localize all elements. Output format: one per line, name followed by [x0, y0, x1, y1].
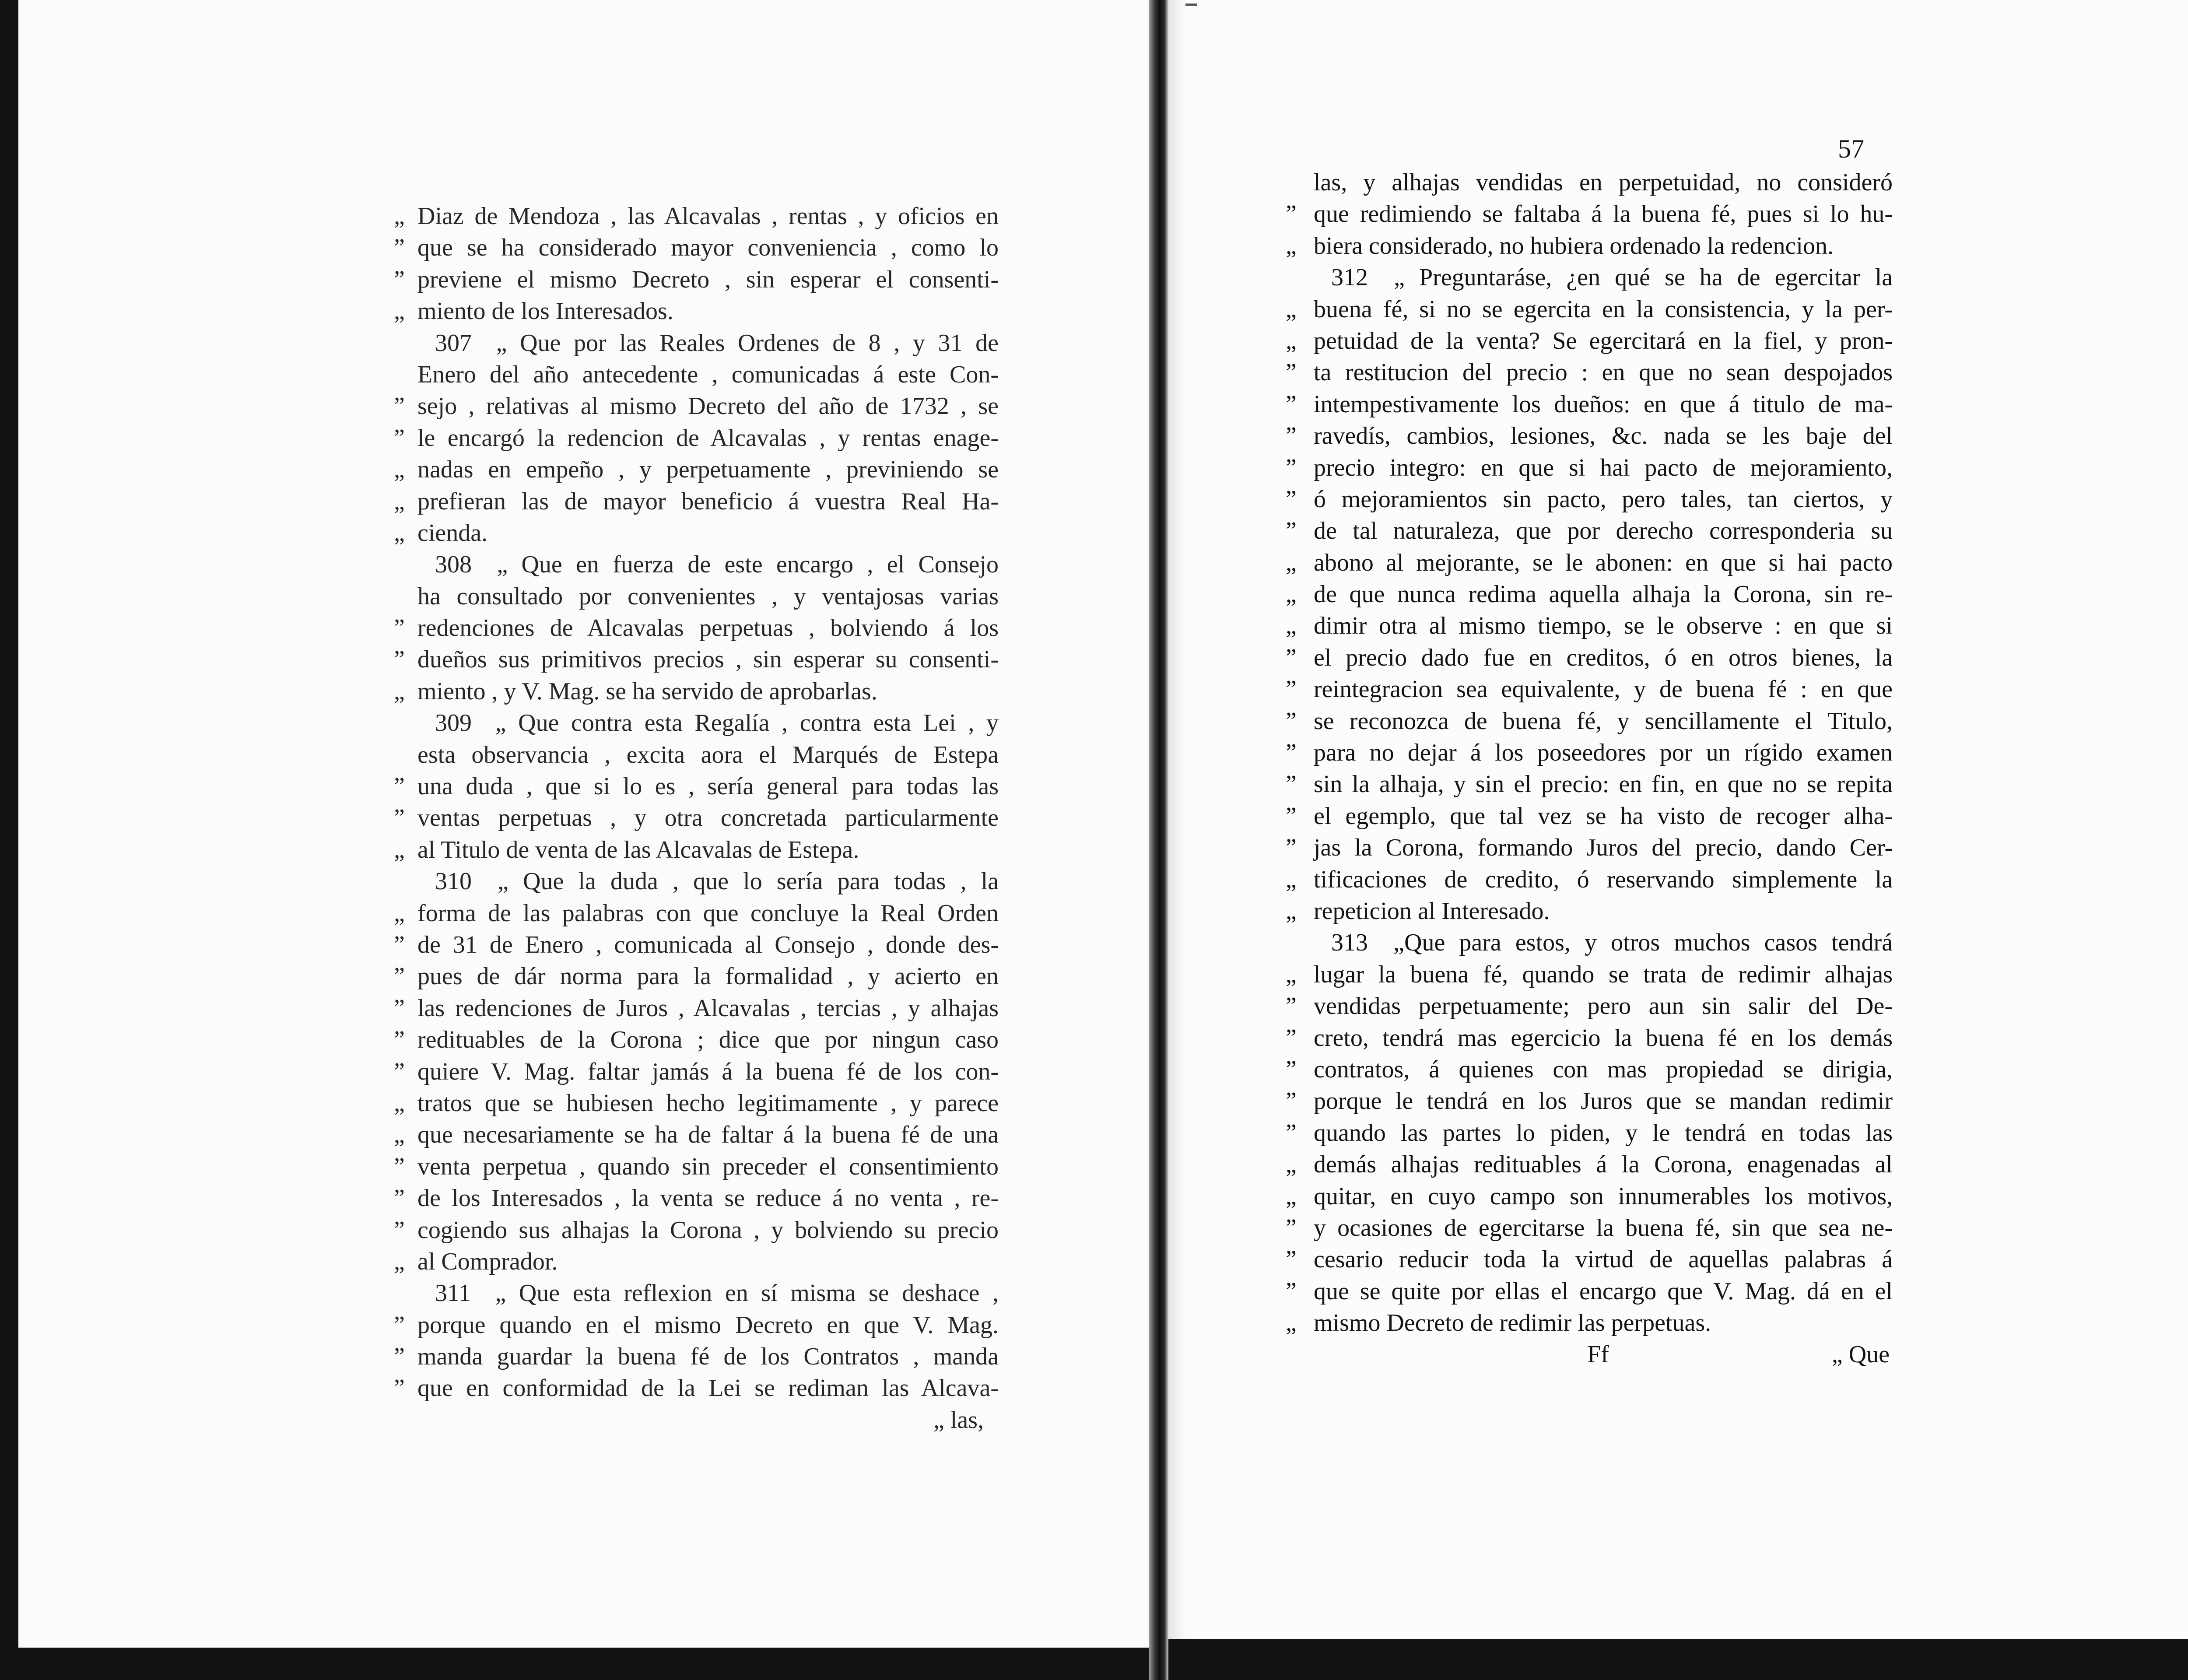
- quote-mark: ”: [394, 266, 405, 293]
- text-line: [394, 327, 999, 359]
- quote-mark: ”: [394, 994, 405, 1022]
- quote-mark: ”: [1286, 834, 1297, 862]
- line-text: previene el mismo Decreto , sin esperar el consenti-: [417, 266, 999, 293]
- line-text: [417, 1277, 999, 1309]
- text-line: [1286, 1212, 1893, 1244]
- right-page: [1168, 0, 2188, 1639]
- text-line: [1286, 1085, 1893, 1117]
- text-line: [394, 1341, 999, 1372]
- quote-mark: „: [394, 836, 405, 863]
- quote-mark: ”: [1286, 676, 1297, 703]
- quote-mark: ”: [1286, 1119, 1297, 1147]
- text-line: [1286, 610, 1893, 642]
- text-line: [394, 802, 999, 834]
- text-line: [1286, 547, 1893, 579]
- quote-mark: „: [394, 677, 405, 705]
- line-text: [417, 327, 999, 359]
- quote-mark: ”: [394, 234, 405, 262]
- line-text: de tal naturaleza, que por derecho corresponderia su: [1314, 517, 1893, 545]
- text-line: [1286, 642, 1893, 673]
- quote-mark: „: [394, 899, 405, 927]
- quote-mark: ”: [1286, 644, 1297, 671]
- line-text: porque quando en el mismo Decreto en que V. Mag.: [417, 1311, 999, 1339]
- text-line: [1286, 198, 1893, 230]
- text-line: [394, 232, 999, 263]
- paragraph-text: „Que para estos, y otros muchos casos tendrá: [1393, 929, 1893, 957]
- left-page: [18, 0, 1149, 1648]
- right-text-block: [1286, 167, 1893, 1371]
- text-line: [394, 644, 999, 675]
- line-text: contratos, á quienes con mas propiedad se dirigia,: [1314, 1056, 1893, 1083]
- page-number: 57: [1838, 134, 1864, 163]
- text-line: [1286, 515, 1893, 547]
- quote-mark: ”: [394, 1343, 405, 1371]
- text-line: [1286, 1117, 1893, 1149]
- text-line: [1286, 420, 1893, 452]
- quote-mark: ”: [1286, 771, 1297, 798]
- line-text: al Comprador.: [417, 1248, 558, 1275]
- text-line: [394, 866, 999, 897]
- line-text: sin la alhaja, y sin el precio: en fin, en que no se repita: [1314, 771, 1893, 798]
- line-text: una duda , que si lo es , sería general para todas las: [417, 773, 999, 800]
- quote-mark: ”: [394, 804, 405, 832]
- quote-mark: [394, 359, 417, 390]
- line-text: de que nunca redima aquella alhaja la Corona, sin re-: [1314, 581, 1893, 608]
- paragraph-number: 308: [435, 551, 472, 579]
- line-text: buena fé, si no se egercita en la consistencia, y la per-: [1314, 295, 1893, 323]
- quote-mark: ”: [1286, 1214, 1297, 1242]
- line-text: porque le tendrá en los Juros que se mandan redimir: [1314, 1087, 1893, 1115]
- paragraph-text: „ Que esta reflexion en sí misma se deshace ,: [495, 1280, 999, 1307]
- paragraph-number: 307: [435, 329, 472, 357]
- text-line: [394, 517, 999, 549]
- paragraph-text: „ Que por las Reales Ordenes de 8 , y 31 de: [496, 329, 999, 357]
- line-text: [417, 549, 999, 580]
- text-line: [394, 454, 999, 485]
- text-line: [1286, 294, 1893, 325]
- quote-mark: [394, 1277, 417, 1309]
- line-text: prefieran las de mayor beneficio á vuestra Real Ha-: [417, 488, 999, 515]
- quote-mark: [394, 581, 417, 612]
- quote-mark: ”: [394, 1216, 405, 1244]
- quote-mark: ”: [1286, 993, 1297, 1020]
- text-line: [394, 961, 999, 992]
- line-text: de los Interesados , la venta se reduce á no venta , re-: [417, 1185, 999, 1212]
- quote-mark: „: [394, 488, 405, 515]
- line-text: petuidad de la venta? Se egercitará en la fiel, y pron-: [1314, 327, 1893, 354]
- quote-mark: ”: [394, 646, 405, 673]
- quote-mark: ”: [394, 424, 405, 452]
- text-line: [394, 295, 999, 327]
- text-line: [1286, 262, 1893, 293]
- text-line: [394, 1246, 999, 1277]
- text-line: [394, 1087, 999, 1119]
- line-text: jas la Corona, formando Juros del precio, dando Cer-: [1314, 834, 1893, 862]
- text-line: [1286, 800, 1893, 832]
- quote-mark: ”: [1286, 1024, 1297, 1052]
- line-text: redenciones de Alcavalas perpetuas , bolviendo á los: [417, 614, 999, 642]
- quote-mark: „: [1286, 581, 1297, 608]
- quote-mark: „: [394, 456, 405, 484]
- quote-mark: ”: [394, 1058, 405, 1085]
- left-footer-row: [394, 1404, 999, 1436]
- line-text: ha consultado por convenientes , y ventajosas varias: [417, 582, 999, 610]
- paragraph-text: „ Preguntaráse, ¿en qué se ha de egercitar la: [1394, 264, 1893, 291]
- left-text-block: [394, 200, 999, 1436]
- line-text: tificaciones de credito, ó reservando simplemente la: [1314, 866, 1893, 893]
- text-line: [1286, 484, 1893, 515]
- line-text: creto, tendrá mas egercicio la buena fé en los demás: [1314, 1024, 1893, 1052]
- quote-mark: ”: [394, 1153, 405, 1180]
- text-line: [394, 1024, 999, 1056]
- signature-mark: Ff: [1587, 1341, 1609, 1368]
- quote-mark: „: [1286, 961, 1297, 988]
- line-text: se reconozca de buena fé, y sencillamente el Titulo,: [1314, 707, 1893, 735]
- line-text: sejo , relativas al mismo Decreto del año de 1732 , se: [417, 393, 999, 420]
- line-text: el precio dado fue en creditos, ó en otros bienes, la: [1314, 644, 1893, 671]
- line-text: venta perpetua , quando sin preceder el consentimiento: [417, 1153, 999, 1180]
- line-text: al Titulo de venta de las Alcavalas de Estepa.: [417, 836, 859, 863]
- text-line: [1286, 705, 1893, 737]
- line-text: lugar la buena fé, quando se trata de redimir alhajas: [1314, 961, 1893, 988]
- quote-mark: ”: [1286, 454, 1297, 481]
- quote-mark: ”: [1286, 739, 1297, 767]
- line-text: pues de dár norma para la formalidad , y acierto en: [417, 963, 999, 990]
- book-gutter: [1149, 0, 1168, 1680]
- line-text: biera considerado, no hubiera ordenado la redencion.: [1314, 232, 1834, 260]
- quote-mark: „: [394, 1089, 405, 1117]
- line-text: [417, 707, 999, 739]
- line-text: reintegracion sea equivalente, y de buena fé : en que: [1314, 676, 1893, 703]
- line-text: redituables de la Corona ; dice que por ningun caso: [417, 1026, 999, 1054]
- left-lines: [394, 200, 999, 1404]
- quote-mark: „: [394, 1248, 405, 1275]
- line-text: le encargó la redencion de Alcavalas , y rentas enage-: [417, 424, 999, 452]
- quote-mark: „: [1286, 549, 1297, 576]
- line-text: que se ha considerado mayor conveniencia , como lo: [417, 234, 999, 262]
- line-text: manda guardar la buena fé de los Contratos , manda: [417, 1343, 999, 1371]
- quote-mark: [1286, 927, 1314, 958]
- text-line: [1286, 673, 1893, 705]
- text-line: [1286, 230, 1893, 262]
- quote-mark: „: [1286, 612, 1297, 640]
- quote-mark: „: [1286, 1151, 1297, 1178]
- text-line: [394, 834, 999, 866]
- quote-mark: ”: [394, 1375, 405, 1402]
- text-line: [394, 390, 999, 422]
- line-text: las, y alhajas vendidas en perpetuidad, no consideró: [1314, 169, 1893, 196]
- quote-mark: ”: [394, 1185, 405, 1212]
- text-line: [1286, 864, 1893, 895]
- text-line: [394, 1372, 999, 1404]
- quote-mark: [394, 549, 417, 580]
- quote-mark: ”: [1286, 390, 1297, 418]
- line-text: miento de los Interesados.: [417, 298, 673, 325]
- text-line: [394, 1182, 999, 1214]
- line-text: las redenciones de Juros , Alcavalas , tercias , y alhajas: [417, 994, 999, 1022]
- text-line: [394, 707, 999, 739]
- text-line: [1286, 768, 1893, 800]
- text-line: [1286, 1307, 1893, 1339]
- quote-mark: ”: [394, 1026, 405, 1054]
- line-text: miento , y V. Mag. se ha servido de aprobarlas.: [417, 677, 877, 705]
- paragraph-number: 310: [435, 868, 472, 895]
- line-text: mismo Decreto de redimir las perpetuas.: [1314, 1309, 1711, 1337]
- quote-mark: „: [394, 519, 405, 547]
- quote-mark: ”: [1286, 200, 1297, 228]
- quote-mark: [394, 327, 417, 359]
- quote-mark: „: [1286, 327, 1297, 354]
- text-line: [1286, 1244, 1893, 1275]
- quote-mark: „: [394, 1121, 405, 1149]
- line-text: ravedís, cambios, lesiones, &c. nada se les baje del: [1314, 422, 1893, 450]
- quote-mark: ”: [394, 1311, 405, 1339]
- line-text: esta observancia , excita aora el Marqués de Estepa: [417, 741, 999, 768]
- line-text: quitar, en cuyo campo son innumerables los motivos,: [1314, 1182, 1893, 1210]
- text-line: [394, 739, 999, 771]
- quote-mark: „: [1286, 232, 1297, 260]
- quote-mark: ”: [394, 614, 405, 642]
- quote-mark: ”: [1286, 359, 1297, 386]
- text-line: [394, 1214, 999, 1246]
- quote-mark: ”: [1286, 707, 1297, 735]
- line-text: ventas perpetuas , y otra concretada particularmente: [417, 804, 999, 832]
- text-line: [1286, 452, 1893, 484]
- text-line: [394, 549, 999, 580]
- text-line: [1286, 1276, 1893, 1307]
- line-text: ta restitucion del precio : en que no sean despojados: [1314, 359, 1893, 386]
- line-text: cogiendo sus alhajas la Corona , y bolviendo su precio: [417, 1216, 999, 1244]
- quote-mark: [1286, 167, 1314, 198]
- right-footer-row: [1286, 1339, 1893, 1370]
- text-line: [394, 1277, 999, 1309]
- text-line: [1286, 1149, 1893, 1180]
- scan-mark: [1185, 4, 1197, 6]
- quote-mark: „: [394, 298, 405, 325]
- catchword: „ las,: [933, 1406, 984, 1434]
- text-line: [1286, 895, 1893, 927]
- line-text: Diaz de Mendoza , las Alcavalas , rentas , y oficios en: [417, 203, 999, 230]
- quote-mark: ”: [1286, 1277, 1297, 1305]
- text-line: [394, 929, 999, 961]
- line-text: que necesariamente se ha de faltar á la buena fé de una: [417, 1121, 999, 1149]
- text-line: [394, 1151, 999, 1182]
- text-line: [1286, 1054, 1893, 1085]
- text-line: [1286, 167, 1893, 198]
- text-line: [394, 486, 999, 517]
- line-text: ó mejoramientos sin pacto, pero tales, tan ciertos, y: [1314, 485, 1893, 513]
- line-text: que redimiendo se faltaba á la buena fé, pues si lo hu-: [1314, 200, 1893, 228]
- quote-mark: „: [1286, 897, 1297, 925]
- quote-mark: ”: [1286, 1056, 1297, 1083]
- line-text: Enero del año antecedente , comunicadas á este Con-: [417, 361, 999, 388]
- line-text: tratos que se hubiesen hecho legitimamente , y parece: [417, 1089, 999, 1117]
- paragraph-text: „ Que en fuerza de este encargo , el Consejo: [497, 551, 999, 579]
- line-text: que se quite por ellas el encargo que V. Mag. dá en el: [1314, 1277, 1893, 1305]
- line-text: [1314, 262, 1893, 293]
- quote-mark: [394, 866, 417, 897]
- quote-mark: ”: [1286, 1087, 1297, 1115]
- line-text: precio integro: en que si hai pacto de mejoramiento,: [1314, 454, 1893, 481]
- text-line: [1286, 737, 1893, 768]
- paragraph-text: „ Que contra esta Regalía , contra esta Lei , y: [495, 709, 999, 737]
- line-text: de 31 de Enero , comunicada al Consejo , donde des-: [417, 931, 999, 958]
- text-line: [1286, 1181, 1893, 1212]
- text-line: [1286, 990, 1893, 1022]
- text-line: [394, 1119, 999, 1150]
- line-text: quiere V. Mag. faltar jamás á la buena fé de los con-: [417, 1058, 999, 1085]
- line-text: para no dejar á los poseedores por un rígido examen: [1314, 739, 1893, 767]
- paragraph-number: 311: [435, 1280, 471, 1307]
- paragraph-number: 313: [1331, 929, 1368, 957]
- text-line: [394, 771, 999, 802]
- text-line: [394, 264, 999, 295]
- quote-mark: ”: [394, 963, 405, 990]
- text-line: [394, 359, 999, 390]
- text-line: [1286, 1022, 1893, 1054]
- text-line: [394, 676, 999, 707]
- text-line: [394, 993, 999, 1024]
- text-line: [394, 581, 999, 612]
- line-text: demás alhajas redituables á la Corona, enagenadas al: [1314, 1151, 1893, 1178]
- text-line: [394, 422, 999, 454]
- quote-mark: ”: [394, 773, 405, 800]
- quote-mark: [1286, 262, 1314, 293]
- quote-mark: ”: [1286, 422, 1297, 450]
- line-text: [1314, 927, 1893, 958]
- line-text: y ocasiones de egercitarse la buena fé, sin que sea ne-: [1314, 1214, 1893, 1242]
- line-text: que en conformidad de la Lei se rediman las Alcava-: [417, 1375, 999, 1402]
- text-line: [394, 898, 999, 929]
- line-text: dueños sus primitivos precios , sin esperar su consenti-: [417, 646, 999, 673]
- text-line: [394, 1309, 999, 1341]
- line-text: repeticion al Interesado.: [1314, 897, 1550, 925]
- text-line: [1286, 927, 1893, 958]
- right-lines: [1286, 167, 1893, 1339]
- line-text: [417, 866, 999, 897]
- quote-mark: [394, 739, 417, 771]
- line-text: dimir otra al mismo tiempo, se le observe : en que si: [1314, 612, 1893, 640]
- quote-mark: ”: [1286, 802, 1297, 830]
- paragraph-text: „ Que la duda , que lo sería para todas , la: [498, 868, 999, 895]
- quote-mark: „: [1286, 295, 1297, 323]
- quote-mark: „: [1286, 1182, 1297, 1210]
- quote-mark: ”: [1286, 517, 1297, 545]
- text-line: [394, 612, 999, 644]
- line-text: quando las partes lo piden, y le tendrá en todas las: [1314, 1119, 1893, 1147]
- line-text: abono al mejorante, se le abonen: en que si hai pacto: [1314, 549, 1893, 576]
- quote-mark: [394, 707, 417, 739]
- line-text: el egemplo, que tal vez se ha visto de recoger alha-: [1314, 802, 1893, 830]
- text-line: [394, 200, 999, 232]
- line-text: cienda.: [417, 519, 488, 547]
- line-text: nadas en empeño , y perpetuamente , previniendo se: [417, 456, 999, 484]
- quote-mark: „: [394, 203, 405, 230]
- text-line: [1286, 832, 1893, 863]
- quote-mark: ”: [1286, 1246, 1297, 1273]
- paragraph-number: 309: [435, 709, 472, 737]
- quote-mark: ”: [394, 931, 405, 958]
- text-line: [1286, 959, 1893, 990]
- quote-mark: „: [1286, 1309, 1297, 1337]
- paragraph-number: 312: [1331, 264, 1368, 291]
- quote-mark: ”: [1286, 485, 1297, 513]
- catchword: „ Que: [1831, 1341, 1890, 1368]
- quote-mark: ”: [394, 393, 405, 420]
- line-text: intempestivamente los dueños: en que á titulo de ma-: [1314, 390, 1893, 418]
- text-line: [1286, 389, 1893, 420]
- line-text: vendidas perpetuamente; pero aun sin salir del De-: [1314, 993, 1893, 1020]
- text-line: [1286, 579, 1893, 610]
- text-line: [1286, 357, 1893, 388]
- line-text: forma de las palabras con que concluye la Real Orden: [417, 899, 999, 927]
- line-text: cesario reducir toda la virtud de aquellas palabras á: [1314, 1246, 1893, 1273]
- quote-mark: „: [1286, 866, 1297, 893]
- text-line: [394, 1056, 999, 1087]
- text-line: [1286, 325, 1893, 357]
